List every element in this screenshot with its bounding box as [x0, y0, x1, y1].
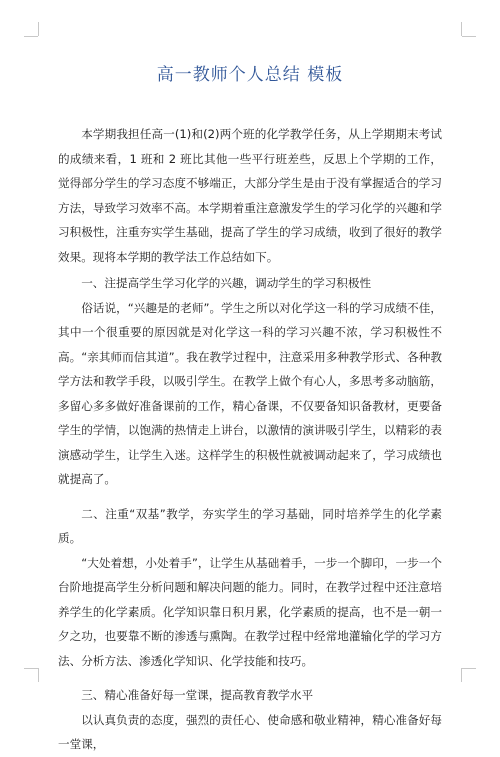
crop-mark-bottom-left [24, 668, 38, 669]
section-heading-3: 三、精心准备好每一堂课，提高教育教学水平 [81, 688, 314, 702]
section-paragraph-2: “大处着想，小处着手”，让学生从基础着手，一步一个脚印，一步一个台阶地提高学生分析问题和解决问题的能力。同时，在教学过程中还注意培养学生的化学素质。化学知识靠日积月累，化学素质的提高，也不是一朝一夕之功，也要靠不断的渗透与熏陶。在教学过程中经常地灌输化学的学习方法、分析方法、渗透化学知识、化学技能和技巧。 [58, 555, 442, 668]
crop-mark-top-right [461, 22, 462, 36]
crop-mark-bottom-right [461, 668, 462, 682]
section-heading-2: 二、注重“双基”教学，夯实学生的学习基础，同时培养学生的化学素质。 [58, 506, 442, 545]
intro-paragraph: 本学期我担任高一(1)和(2)两个班的化学教学任务，从上学期期末考试的成绩来看，1 班和 2 班比其他一些平行班差些，反思上个学期的工作，觉得部分学生的学习态度不够端正，大部分学生是由于没有掌握适合的学习方法，导致学习效率不高。本学期着重注意激发学生的学习化学的兴趣和学习积极性，注重夯实学生基础，提高了学生的学习成绩，收到了很好的教学效果。现将本学期的教学法工作总结如下。 [58, 127, 442, 264]
crop-mark-bottom-left [38, 668, 39, 682]
section-paragraph-3: 以认真负责的态度，强烈的责任心、使命感和敬业精神，精心准备好每一堂课， [58, 712, 442, 751]
crop-mark-top-left [38, 22, 39, 36]
section-heading-1: 一、注提高学生学习化学的兴趣，调动学生的学习积极性 [81, 276, 372, 290]
document-title: 高一教师个人总结 模板 [156, 65, 344, 85]
section-paragraph-1: 俗话说，“兴趣是的老师”。学生之所以对化学这一科的学习成绩不佳，其中一个很重要的原因就是对化学这一科的学习兴趣不浓，学习积极性不高。“亲其师而信其道”。我在教学过程中，注意采用多种教学形式、各种教学方法和教学手段，以吸引学生。在教学上做个有心人，多思考多动脑筋，多留心多多做好准备课前的工作，精心备课，不仅要备知识备教材，更要备学生的学情，以饱满的热情走上讲台，以激情的演讲吸引学生，以精彩的表演感动学生，让学生入迷。这样学生的积极性就被调动起来了，学习成绩也就提高了。 [58, 300, 442, 486]
document-body [58, 122, 442, 757]
crop-mark-top-right [462, 36, 476, 37]
crop-mark-bottom-right [462, 668, 476, 669]
crop-mark-top-left [24, 36, 38, 37]
